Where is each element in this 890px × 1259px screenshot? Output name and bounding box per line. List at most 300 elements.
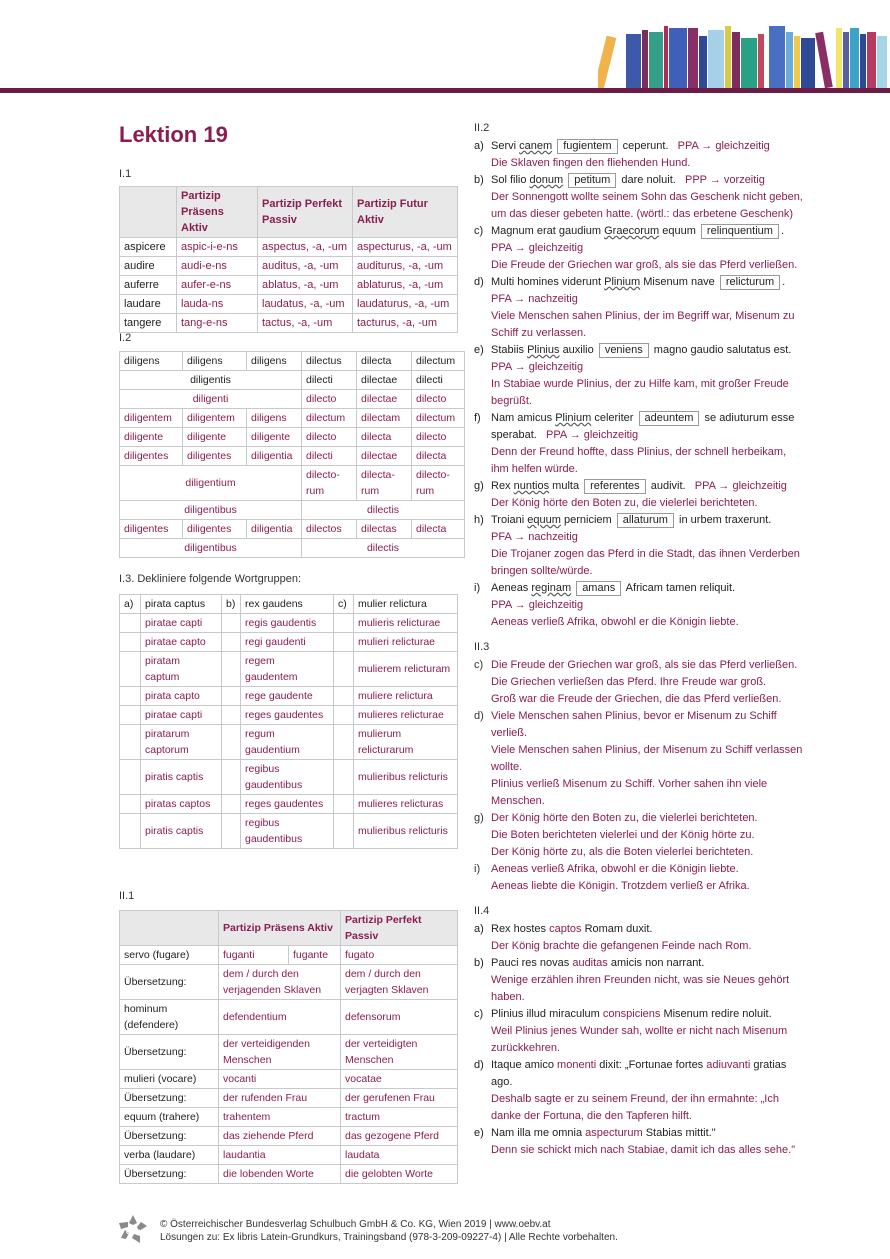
- cell: mulieribus relicturis: [354, 814, 458, 849]
- table-row: [120, 814, 458, 849]
- cell: mulieribus relicturis: [354, 760, 458, 795]
- table-row: [120, 501, 465, 520]
- ppa-cell: vocanti: [219, 1070, 341, 1089]
- latin-text: dixit: „Fortunae fortes: [599, 1059, 704, 1071]
- translation-variant: Die Freude der Griechen war groß, als sie das Pferd verließen.: [491, 659, 798, 671]
- answer-box: allaturum: [617, 513, 674, 528]
- participle-tag: PPA → gleichzeitig: [694, 480, 787, 492]
- table-row: [120, 1035, 458, 1070]
- translation: Denn der Freund hoffte, dass Plinius, der schnell herbeikam,: [491, 446, 787, 458]
- cell: diligentem: [183, 409, 247, 428]
- cell: piratarum captorum: [141, 725, 222, 760]
- exercise-item-ii2-d: [474, 274, 824, 342]
- translation-variant: Aeneas liebte die Königin. Trotzdem verließ er Afrika.: [491, 880, 750, 892]
- latin-text: Nam amicus: [491, 412, 553, 424]
- group-b: rex gaudens: [241, 595, 334, 614]
- cell: diligentes: [120, 520, 183, 539]
- reference-word: reginam: [531, 582, 572, 594]
- latin-text: Aeneas: [491, 582, 529, 594]
- translation-variant: Groß war die Freude der Griechen, die das Pferd verließen.: [491, 693, 782, 705]
- ppa-cell: aspic-i-e-ns: [177, 238, 258, 257]
- table-row: [120, 295, 458, 314]
- translation: Der König hörte den Boten zu, die vielerlei berichteten.: [491, 497, 758, 509]
- ppa-cell: audi-e-ns: [177, 257, 258, 276]
- item-label: b): [474, 957, 484, 969]
- translation-variant: Viele Menschen sahen Plinius, der Misenum zu Schiff verlassen: [491, 744, 803, 756]
- ppa-cell: defendentium: [219, 1000, 341, 1035]
- cell: regis gaudentis: [241, 614, 334, 633]
- latin-text: audivit.: [650, 480, 686, 492]
- cell: piratas captos: [141, 795, 222, 814]
- participle-tag: PPA → gleichzeitig: [546, 429, 639, 441]
- label-cell: servo (fugare): [120, 946, 219, 965]
- cell: diligens: [247, 409, 302, 428]
- ppa-cell: tang-e-ns: [177, 314, 258, 333]
- cell: dilecto: [302, 428, 357, 447]
- answer-box: relinquentium: [701, 224, 779, 239]
- header-ppp: Partizip Perfekt Passiv: [258, 187, 353, 238]
- pfa-cell: laudaturus, -a, -um: [353, 295, 458, 314]
- header-divider-line: [0, 88, 890, 93]
- cell: regibus gaudentibus: [241, 760, 334, 795]
- cell: diligens: [183, 352, 247, 371]
- right-column: [474, 120, 824, 1159]
- table-row: [120, 257, 458, 276]
- ppp-cell: aspectus, -a, -um: [258, 238, 353, 257]
- translation: Deshalb sagte er zu seinem Freund, der ihn ermahnte: „Ich: [491, 1093, 779, 1105]
- header-empty: [120, 911, 219, 946]
- reference-word: Plinium: [555, 412, 592, 424]
- latin-text: Misenum redire noluit.: [663, 1008, 772, 1020]
- table-row: [120, 1070, 458, 1089]
- label-c: c): [334, 595, 354, 614]
- punctuation: .: [782, 276, 786, 288]
- ppp-cell: laudata: [341, 1146, 458, 1165]
- translation: um das dieser gebeten hatte. (wörtl.: das erbetene Geschenk): [491, 208, 794, 220]
- translation: Denn sie schickt mich nach Stabiae, damit ich das alles sehe.": [491, 1144, 796, 1156]
- translation: In Stabiae wurde Plinius, der zu Hilfe kam, mit großer Freude: [491, 378, 789, 390]
- ppp-cell: defensorum: [341, 1000, 458, 1035]
- cell: muliere relictura: [354, 687, 458, 706]
- participle-tag: PPA → gleichzeitig: [491, 361, 584, 373]
- latin-text: Pauci res novas: [491, 957, 570, 969]
- section-heading-ii1: II.1: [119, 890, 135, 902]
- ppa-cell: laudantia: [219, 1146, 341, 1165]
- cell: dilectus: [302, 352, 357, 371]
- translation: bringen sollte/würde.: [491, 565, 593, 577]
- publisher-logo: [118, 1214, 148, 1244]
- translation: Weil Plinius jenes Wunder sah, wollte er nicht nach Misenum: [491, 1025, 788, 1037]
- reference-word: canem: [519, 140, 553, 152]
- books-illustration: [598, 22, 890, 88]
- cell: dilecti: [302, 447, 357, 466]
- participle-tag: PFA → nachzeitig: [491, 531, 578, 543]
- ppp-cell: das gezogene Pferd: [341, 1127, 458, 1146]
- latin-text: multa: [552, 480, 580, 492]
- ppa-cell-alt: fugante: [289, 946, 341, 965]
- translation: Der König brachte die gefangenen Feinde nach Rom.: [491, 940, 752, 952]
- table-row: [120, 352, 465, 371]
- declension-table-i2: [119, 351, 465, 558]
- cell: dilectum: [412, 409, 465, 428]
- section-heading-ii3: II.3: [474, 641, 490, 653]
- translation-variant: Die Boten berichteten vielerlei und der König hörte zu.: [491, 829, 755, 841]
- cell: pirata capto: [141, 687, 222, 706]
- participle-highlight: conspiciens: [602, 1008, 661, 1020]
- cell: dilecta: [412, 447, 465, 466]
- ppa-cell: der rufenden Frau: [219, 1089, 341, 1108]
- table-row: [120, 687, 458, 706]
- table-row: [120, 1127, 458, 1146]
- latin-text: Troiani: [491, 514, 525, 526]
- table-row: [120, 1108, 458, 1127]
- item-label: c): [474, 659, 484, 671]
- cell: dilectae: [357, 447, 412, 466]
- latin-text: Africam tamen reliquit.: [625, 582, 736, 594]
- header-pfa: Partizip Futur Aktiv: [353, 187, 458, 238]
- ppa-cell: der verteidigenden Menschen: [219, 1035, 341, 1070]
- footer-copyright: © Österreichischer Bundesverlag Schulbuch GmbH & Co. KG, Wien 2019 | www.oebv.at: [160, 1219, 551, 1230]
- table-row: [120, 447, 465, 466]
- latin-text: dare noluit.: [621, 174, 676, 186]
- ppp-cell: fugato: [341, 946, 458, 965]
- table-row: [120, 314, 458, 333]
- table-row: [120, 706, 458, 725]
- pfa-cell: auditurus, -a, -um: [353, 257, 458, 276]
- table-row: [120, 946, 458, 965]
- exercise-item-ii2-f: [474, 410, 824, 478]
- cell: dilecta: [357, 352, 412, 371]
- cell: dilecto: [412, 428, 465, 447]
- latin-text: Itaque amico: [491, 1059, 554, 1071]
- answer-box: petitum: [568, 173, 616, 188]
- item-label: d): [474, 1059, 484, 1071]
- latin-text: Sol filio: [491, 174, 527, 186]
- participle-tag: PPA → gleichzeitig: [491, 599, 584, 611]
- exercise-item-ii4-a: [474, 921, 824, 955]
- exercise-item-ii4-b: [474, 955, 824, 1006]
- exercise-item-ii2-e: [474, 342, 824, 410]
- table-row: [120, 1089, 458, 1108]
- cell: mulieris relicturae: [354, 614, 458, 633]
- cell: regibus gaudentibus: [241, 814, 334, 849]
- page-title: Lektion 19: [119, 122, 228, 147]
- declension-table-i3: [119, 594, 458, 849]
- cell: piratis captis: [141, 814, 222, 849]
- translation-table-ii1: [119, 910, 458, 1184]
- label-cell: hominum (defendere): [120, 1000, 219, 1035]
- ppp-cell: die gelobten Worte: [341, 1165, 458, 1184]
- ppp-cell: der gerufenen Frau: [341, 1089, 458, 1108]
- exercise-item-ii2-a: [474, 138, 824, 172]
- ppa-cell: dem / durch den verjagenden Sklaven: [219, 965, 341, 1000]
- participle-tag: PPP → vorzeitig: [684, 174, 765, 186]
- participle-tag: PFA → nachzeitig: [491, 293, 578, 305]
- answer-box: referentes: [584, 479, 646, 494]
- verb-cell: tangere: [120, 314, 177, 333]
- latin-text: celeriter: [594, 412, 634, 424]
- section-heading-i1: I.1: [119, 168, 132, 180]
- table-row: [120, 371, 465, 390]
- item-label: g): [474, 812, 484, 824]
- cell: diligentia: [247, 447, 302, 466]
- reference-word: Plinium: [604, 276, 641, 288]
- translation: danke der Fortuna, die den Tapferen hilft.: [491, 1110, 692, 1122]
- table-row: [120, 652, 458, 687]
- answer-box: adeuntem: [639, 411, 700, 426]
- cell: dilectis: [302, 501, 465, 520]
- translation: Wenige erzählen ihren Freunden nicht, was sie Neues gehört: [491, 974, 790, 986]
- footer-source: Lösungen zu: Ex libris Latein-Grundkurs, Trainingsband (978-3-209-09227-4) | Alle Rechte vorbehalten.: [160, 1232, 618, 1243]
- cell: diligentis: [120, 371, 302, 390]
- participle-highlight: adiuvanti: [706, 1059, 751, 1071]
- section-heading-i3: I.3. Dekliniere folgende Wortgruppen:: [119, 573, 302, 585]
- ppa-cell: aufer-e-ns: [177, 276, 258, 295]
- latin-text: Nam illa me omnia: [491, 1127, 583, 1139]
- cell: dilectas: [357, 520, 412, 539]
- reference-word: Plinius: [527, 344, 560, 356]
- cell: dilectos: [302, 520, 357, 539]
- ppp-cell: dem / durch den verjagten Sklaven: [341, 965, 458, 1000]
- table-row: [120, 614, 458, 633]
- ppp-cell: tractum: [341, 1108, 458, 1127]
- translation-variant: Viele Menschen sahen Plinius, bevor er Misenum zu Schiff: [491, 710, 777, 722]
- item-label: g): [474, 480, 484, 492]
- cell: diligentibus: [120, 501, 302, 520]
- cell: dilectum: [302, 409, 357, 428]
- pfa-cell: tacturus, -a, -um: [353, 314, 458, 333]
- answer-box: relicturum: [720, 275, 780, 290]
- label-cell: equum (trahere): [120, 1108, 219, 1127]
- verb-cell: laudare: [120, 295, 177, 314]
- item-label: c): [474, 225, 484, 237]
- cell: dilectum: [412, 352, 465, 371]
- header-ppp: Partizip Perfekt Passiv: [341, 911, 458, 946]
- cell: diligens: [120, 352, 183, 371]
- participle-highlight: monenti: [557, 1059, 597, 1071]
- item-label: e): [474, 1127, 484, 1139]
- translation: zurückkehren.: [491, 1042, 561, 1054]
- ppp-cell: laudatus, -a, -um: [258, 295, 353, 314]
- punctuation: .: [780, 225, 785, 237]
- answer-box: veniens: [599, 343, 649, 358]
- latin-text: Rex: [491, 480, 511, 492]
- cell: dilectam: [357, 409, 412, 428]
- table-header-row: [120, 187, 458, 238]
- reference-word: equum: [527, 514, 561, 526]
- table-row: [120, 725, 458, 760]
- item-label: d): [474, 710, 484, 722]
- exercise-item-ii4-e: [474, 1125, 824, 1159]
- header-empty: [120, 187, 177, 238]
- verb-cell: audire: [120, 257, 177, 276]
- item-label: a): [474, 923, 484, 935]
- item-label: e): [474, 344, 484, 356]
- table-row: [120, 390, 465, 409]
- cell: diligentes: [183, 520, 247, 539]
- latin-text: Stabias mittit.": [645, 1127, 716, 1139]
- table-header-row: [120, 911, 458, 946]
- exercise-item-ii3-c: [474, 657, 824, 708]
- item-label: h): [474, 514, 484, 526]
- latin-text: Romam duxit.: [584, 923, 653, 935]
- exercise-item-ii3-d: [474, 708, 824, 810]
- translation: Die Freude der Griechen war groß, als sie das Pferd verließen.: [491, 259, 798, 271]
- ppa-cell: trahentem: [219, 1108, 341, 1127]
- table-row: [120, 795, 458, 814]
- participle-tag: PPA → gleichzeitig: [491, 242, 584, 254]
- exercise-item-ii2-i: [474, 580, 824, 631]
- cell: diligente: [247, 428, 302, 447]
- translation-variant: wollte.: [491, 761, 523, 773]
- translation-variant: verließ.: [491, 727, 528, 739]
- ppa-cell: fuganti: [219, 946, 289, 965]
- cell: mulieri relicturae: [354, 633, 458, 652]
- cell: diligentes: [120, 447, 183, 466]
- participle-highlight: captos: [549, 923, 582, 935]
- translation-variant: Plinius verließ Misenum zu Schiff. Vorher sahen ihn viele: [491, 778, 768, 790]
- table-row: [120, 520, 465, 539]
- cell: reges gaudentes: [241, 706, 334, 725]
- latin-text: se adiuturum esse: [704, 412, 795, 424]
- exercise-item-ii2-b: [474, 172, 824, 223]
- table-row: [120, 633, 458, 652]
- ppp-cell: vocatae: [341, 1070, 458, 1089]
- section-heading-ii4: II.4: [474, 905, 490, 917]
- item-label: a): [474, 140, 484, 152]
- pfa-cell: aspecturus, -a, -um: [353, 238, 458, 257]
- latin-text: sperabat.: [491, 429, 537, 441]
- cell: diligente: [183, 428, 247, 447]
- label-b: b): [222, 595, 241, 614]
- table-row: [120, 1165, 458, 1184]
- translation: Die Trojaner zogen das Pferd in die Stadt, das ihnen Verderben: [491, 548, 800, 560]
- label-cell: mulieri (vocare): [120, 1070, 219, 1089]
- participle-tag: PPA → gleichzeitig: [677, 140, 770, 152]
- table-row: [120, 1146, 458, 1165]
- translation-variant: Der König hörte zu, als die Boten vielerlei berichteten.: [491, 846, 754, 858]
- cell: mulierem relicturam: [354, 652, 458, 687]
- ppp-cell: der verteidigten Menschen: [341, 1035, 458, 1070]
- exercise-item-ii2-g: [474, 478, 824, 512]
- answer-box: fugientem: [557, 139, 617, 154]
- cell: dilecta-rum: [357, 466, 412, 501]
- table-row: [120, 1000, 458, 1035]
- cell: regum gaudentium: [241, 725, 334, 760]
- latin-text: perniciem: [563, 514, 612, 526]
- ppa-cell: lauda-ns: [177, 295, 258, 314]
- section-heading-ii2: II.2: [474, 122, 490, 134]
- table-row: [120, 276, 458, 295]
- cell: dilectae: [357, 390, 412, 409]
- exercise-item-ii3-i: [474, 861, 824, 895]
- translation: haben.: [491, 991, 525, 1003]
- cell: piratam captum: [141, 652, 222, 687]
- cell: dilecto: [412, 390, 465, 409]
- cell: dilecti: [302, 371, 357, 390]
- reference-word: donum: [529, 174, 564, 186]
- translation: Der Sonnengott wollte seinem Sohn das Geschenk nicht geben,: [491, 191, 803, 203]
- exercise-item-ii4-c: [474, 1006, 824, 1057]
- group-a: pirata captus: [141, 595, 222, 614]
- translation-variant: Der König hörte den Boten zu, die vielerlei berichteten.: [491, 812, 758, 824]
- cell: dilectis: [302, 539, 465, 558]
- item-label: c): [474, 1008, 484, 1020]
- translation: ihm helfen würde.: [491, 463, 578, 475]
- table-header-row: [120, 595, 458, 614]
- latin-text: Plinius illud miraculum: [491, 1008, 600, 1020]
- translation-variant: Die Griechen verließen das Pferd. Ihre Freude war groß.: [491, 676, 767, 688]
- reference-word: Graecorum: [604, 225, 660, 237]
- cell: piratae capti: [141, 614, 222, 633]
- header-ppa: Partizip Präsens Aktiv: [177, 187, 258, 238]
- item-label: d): [474, 276, 484, 288]
- cell: rege gaudente: [241, 687, 334, 706]
- latin-text: equum: [662, 225, 696, 237]
- latin-text: auxilio: [562, 344, 594, 356]
- table-row: [120, 428, 465, 447]
- table-row: [120, 539, 465, 558]
- cell: mulieres relicturae: [354, 706, 458, 725]
- latin-text: ceperunt.: [622, 140, 669, 152]
- cell: dilecta: [357, 428, 412, 447]
- exercise-item-ii3-g: [474, 810, 824, 861]
- cell: reges gaudentes: [241, 795, 334, 814]
- exercise-item-ii2-c: [474, 223, 824, 274]
- cell: dilecto-rum: [412, 466, 465, 501]
- header-ppa: Partizip Präsens Aktiv: [219, 911, 341, 946]
- cell: mulieres relicturas: [354, 795, 458, 814]
- label-a: a): [120, 595, 141, 614]
- cell: diligens: [247, 352, 302, 371]
- cell: dilectae: [357, 371, 412, 390]
- ppa-cell: das ziehende Pferd: [219, 1127, 341, 1146]
- label-cell: Übersetzung:: [120, 965, 219, 1000]
- latin-text: Stabiis: [491, 344, 525, 356]
- ppa-cell: die lobenden Worte: [219, 1165, 341, 1184]
- cell: diligenti: [120, 390, 302, 409]
- cell: piratis captis: [141, 760, 222, 795]
- label-cell: Übersetzung:: [120, 1089, 219, 1108]
- reference-word: nuntios: [513, 480, 550, 492]
- latin-text: Misenum nave: [643, 276, 715, 288]
- translation: Die Sklaven fingen den fliehenden Hund.: [491, 157, 691, 169]
- translation: Viele Menschen sahen Plinius, der im Begriff war, Misenum zu: [491, 310, 795, 322]
- cell: dilecto-rum: [302, 466, 357, 501]
- latin-text: Servi: [491, 140, 517, 152]
- cell: diligentem: [120, 409, 183, 428]
- label-cell: Übersetzung:: [120, 1035, 219, 1070]
- item-label: i): [474, 863, 481, 875]
- ppp-cell: tactus, -a, -um: [258, 314, 353, 333]
- ppp-cell: auditus, -a, -um: [258, 257, 353, 276]
- translation: begrüßt.: [491, 395, 532, 407]
- pfa-cell: ablaturus, -a, -um: [353, 276, 458, 295]
- verb-cell: aspicere: [120, 238, 177, 257]
- label-cell: Übersetzung:: [120, 1127, 219, 1146]
- label-cell: Übersetzung:: [120, 1165, 219, 1184]
- exercise-item-ii4-d: [474, 1057, 824, 1125]
- cell: diligentes: [183, 447, 247, 466]
- verb-cell: auferre: [120, 276, 177, 295]
- section-heading-i2: I.2: [119, 332, 132, 344]
- table-row: [120, 466, 465, 501]
- participle-highlight: aspecturum: [585, 1127, 643, 1139]
- latin-text: in urbem traxerunt.: [679, 514, 772, 526]
- participle-highlight: auditas: [572, 957, 608, 969]
- cell: dilecta: [412, 520, 465, 539]
- cell: diligentibus: [120, 539, 302, 558]
